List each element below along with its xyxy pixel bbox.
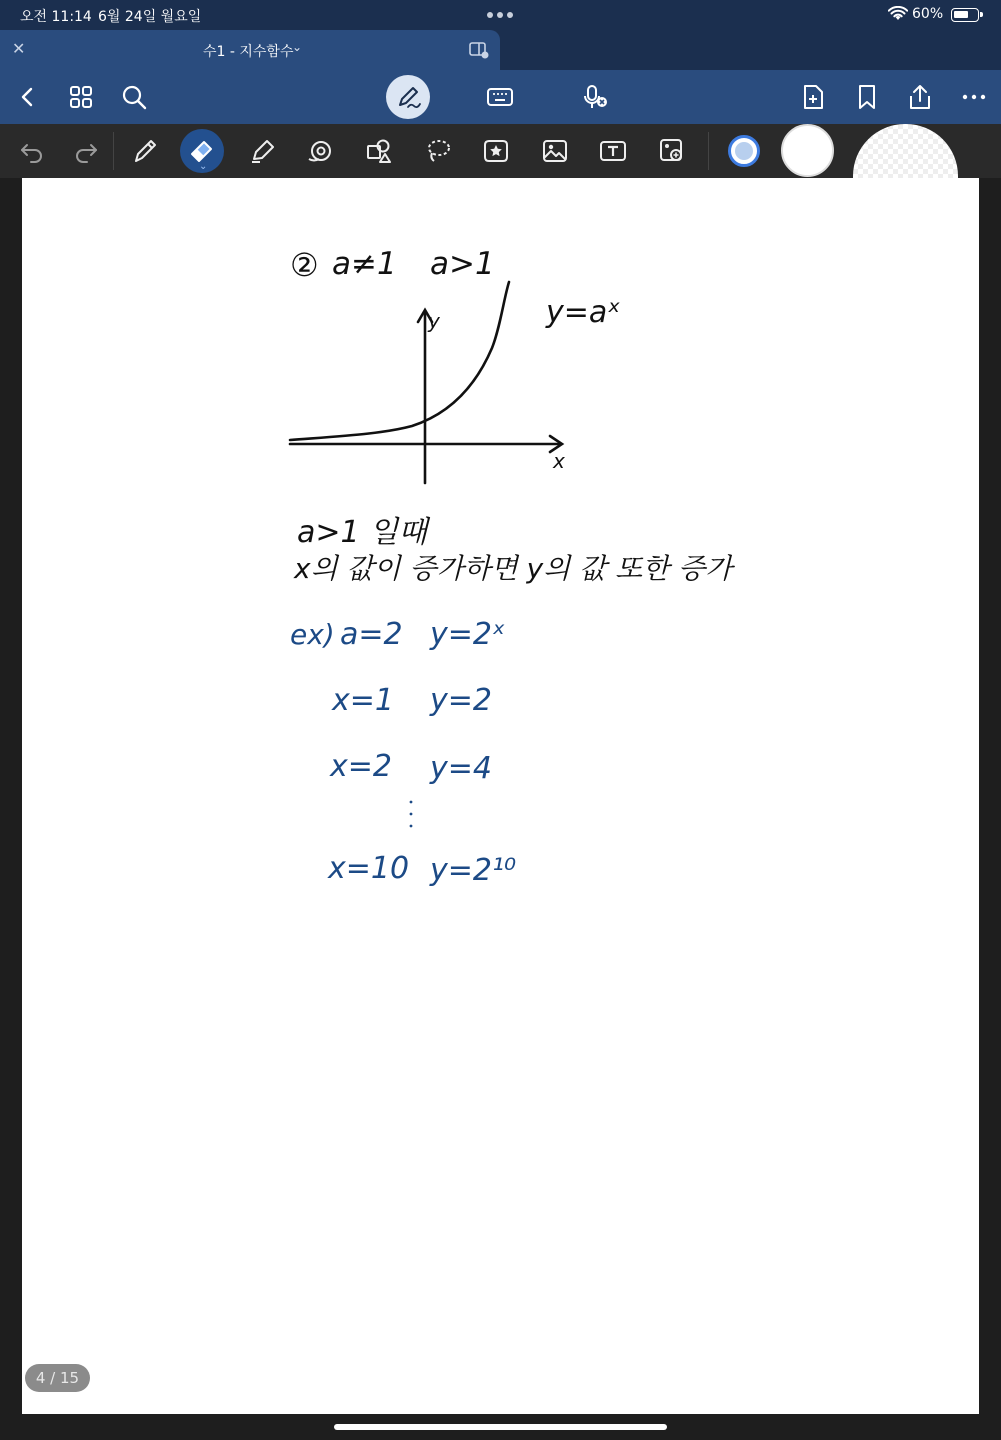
color-swatch-white[interactable] bbox=[781, 124, 834, 177]
chevron-down-icon: ⌄ bbox=[199, 161, 208, 172]
shapes-icon[interactable] bbox=[365, 137, 393, 165]
document-tab[interactable] bbox=[0, 30, 500, 70]
divider bbox=[708, 132, 709, 170]
example-row-y: y=2 bbox=[430, 683, 492, 718]
heading-number: ② bbox=[290, 246, 319, 284]
pen-write-icon bbox=[394, 83, 422, 111]
multitasking-dots-icon[interactable] bbox=[487, 12, 513, 18]
example-row-x: x=10 bbox=[328, 851, 410, 886]
example-row-x: x=2 bbox=[330, 749, 392, 784]
heading-condition-2: a>1 bbox=[430, 246, 495, 282]
share-icon[interactable] bbox=[906, 83, 934, 111]
status-bar bbox=[0, 0, 1001, 30]
image-search-icon[interactable] bbox=[658, 137, 686, 165]
vertical-ellipsis bbox=[410, 801, 413, 828]
home-indicator[interactable] bbox=[334, 1424, 667, 1430]
pen-tool-icon[interactable] bbox=[131, 137, 159, 165]
page-indicator[interactable]: 4 / 15 bbox=[25, 1364, 90, 1392]
back-chevron-icon[interactable] bbox=[14, 83, 42, 111]
tab-strip bbox=[0, 30, 1001, 70]
rule-line-1: a>1 일때 bbox=[297, 515, 428, 550]
example-base: a=2 bbox=[340, 617, 403, 652]
graph-function-label: y=aˣ bbox=[546, 295, 621, 330]
wifi-icon bbox=[888, 6, 908, 22]
close-tab-icon[interactable]: ✕ bbox=[12, 39, 26, 58]
status-date: 6월 24일 월요일 bbox=[98, 9, 202, 25]
navigation-bar bbox=[0, 70, 1001, 124]
redo-icon[interactable] bbox=[72, 137, 100, 165]
battery-icon bbox=[951, 8, 979, 22]
example-function: y=2ˣ bbox=[430, 617, 506, 652]
search-icon[interactable] bbox=[120, 83, 148, 111]
example-row-y: y=4 bbox=[430, 751, 492, 786]
color-swatch-blue[interactable] bbox=[728, 135, 760, 167]
text-box-icon[interactable] bbox=[599, 137, 627, 165]
chevron-down-icon[interactable]: ⌄ bbox=[292, 40, 303, 54]
eraser-tool-button[interactable] bbox=[180, 129, 224, 173]
microphone-off-icon[interactable] bbox=[582, 83, 610, 111]
eraser-icon bbox=[188, 136, 216, 164]
more-options-icon[interactable] bbox=[960, 83, 988, 111]
example-row-x: x=1 bbox=[332, 683, 394, 718]
keyboard-icon[interactable] bbox=[486, 83, 514, 111]
exponential-curve bbox=[290, 282, 509, 440]
document-title[interactable]: 수1 - 지수함수 bbox=[203, 44, 294, 60]
rule-line-2: x의 값이 증가하면 y의 값 또한 증가 bbox=[294, 552, 733, 585]
bookmark-icon[interactable] bbox=[853, 83, 881, 111]
status-time: 오전 11:14 bbox=[20, 9, 92, 25]
highlighter-icon[interactable] bbox=[248, 137, 276, 165]
example-row-y: y=2¹⁰ bbox=[430, 853, 517, 888]
y-axis-label: y bbox=[428, 309, 440, 333]
shape-tool-icon[interactable] bbox=[306, 137, 334, 165]
divider bbox=[113, 132, 114, 170]
x-axis-label: x bbox=[553, 449, 565, 473]
undo-icon[interactable] bbox=[18, 137, 46, 165]
lasso-icon[interactable] bbox=[424, 137, 452, 165]
note-page[interactable] bbox=[22, 178, 979, 1414]
handwriting-mode-button[interactable] bbox=[386, 75, 430, 119]
handwriting-canvas bbox=[22, 178, 979, 1414]
add-page-icon[interactable] bbox=[799, 83, 827, 111]
tools-bar bbox=[0, 124, 1001, 178]
image-icon[interactable] bbox=[541, 137, 569, 165]
sticker-icon[interactable] bbox=[482, 137, 510, 165]
split-view-icon[interactable] bbox=[469, 41, 489, 59]
heading-condition-1: a≠1 bbox=[332, 246, 397, 282]
grid-view-icon[interactable] bbox=[67, 83, 95, 111]
exponential-graph bbox=[290, 282, 562, 483]
example-label: ex) bbox=[290, 618, 335, 651]
battery-percent: 60% bbox=[912, 6, 944, 22]
